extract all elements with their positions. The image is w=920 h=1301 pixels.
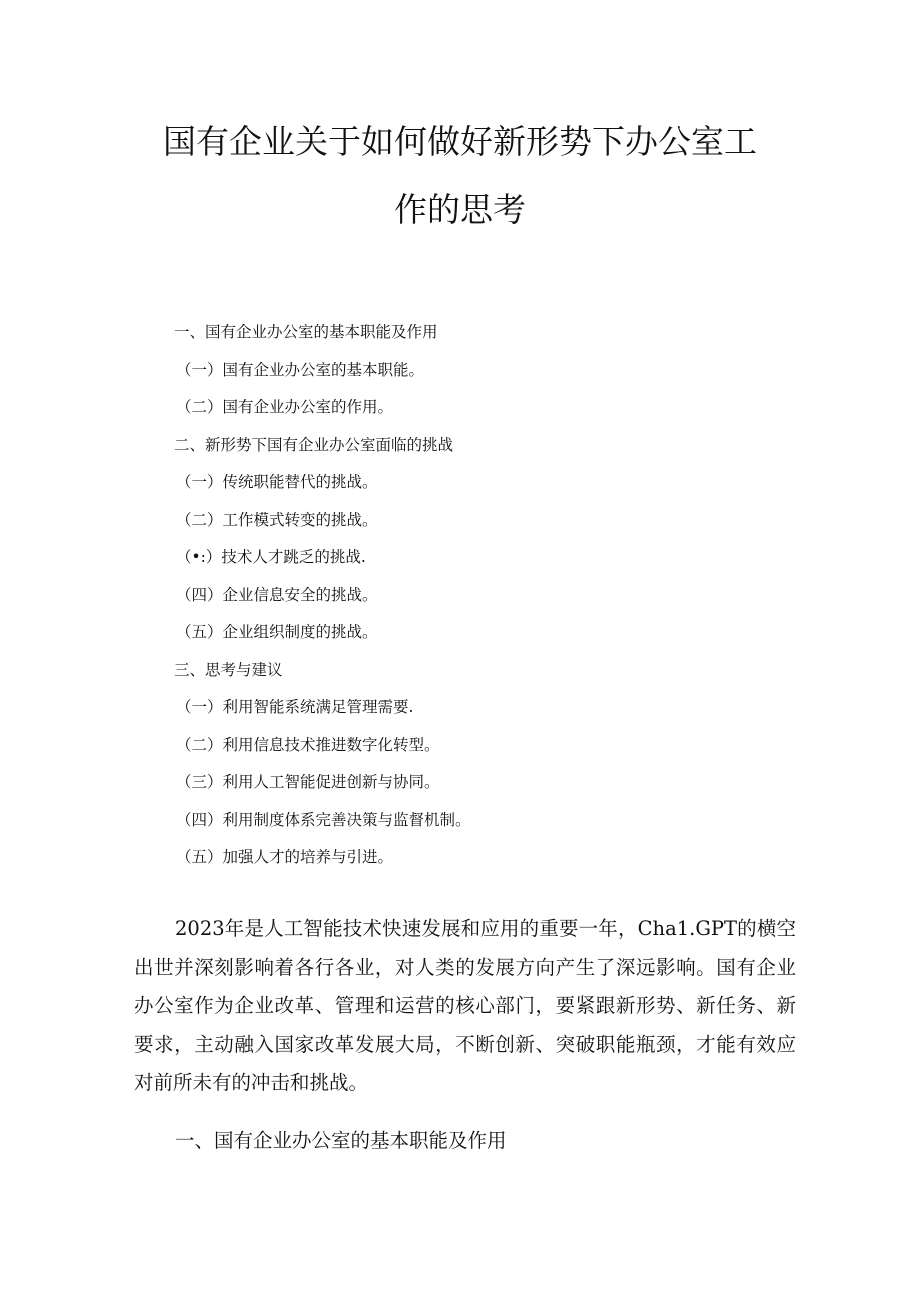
toc-item: 二、新形势下国有企业办公室面临的挑战 bbox=[174, 435, 454, 454]
document-title-line-2: 作的思考 bbox=[394, 190, 526, 229]
toc-item: 三、思考与建议 bbox=[174, 660, 283, 679]
toc-item: （二）工作模式转变的挑战。 bbox=[176, 510, 378, 529]
table-of-contents bbox=[174, 320, 794, 883]
toc-item: 一、国有企业办公室的基本职能及作用 bbox=[174, 323, 438, 341]
toc-item: （一）国有企业办公室的基本职能。 bbox=[176, 360, 425, 379]
toc-item: （四）企业信息安全的挑战。 bbox=[176, 585, 378, 604]
toc-item: （一）传统职能替代的挑战。 bbox=[176, 473, 378, 491]
toc-item: （一）利用智能系统满足管理需要. bbox=[176, 698, 414, 716]
toc-item: （五）加强人才的培养与引进。 bbox=[176, 848, 394, 866]
toc-item: （四）利用制度体系完善决策与监督机制。 bbox=[176, 810, 471, 829]
toc-item: （二）国有企业办公室的作用。 bbox=[176, 398, 394, 416]
document-title-line-1: 国有企业关于如何做好新形势下办公室工 bbox=[163, 122, 757, 161]
toc-item: （二）利用信息技术推进数字化转型。 bbox=[176, 735, 440, 754]
toc-item: （三）利用人工智能促进创新与协同。 bbox=[176, 773, 440, 791]
toc-item: （•:）技术人才跳乏的挑战. bbox=[176, 548, 366, 566]
section-heading: 一、国有企业办公室的基本职能及作用 bbox=[175, 1129, 507, 1152]
intro-paragraph: 2023年是人工智能技术快速发展和应用的重要一年，Cha1.GPT的横空出世并深刻影响着各行各业，对人类的发展方向产生了深远影响。国有企业办公室作为企业改革、管理和运营的核心部门，要紧跟新形势、新任务、新要求，主动融入国家改革发展大局，不断创新、突破职能瓶颈，才能有效应对前所未有的冲击和挑战。 bbox=[134, 917, 796, 1094]
toc-item: （五）企业组织制度的挑战。 bbox=[176, 623, 378, 641]
